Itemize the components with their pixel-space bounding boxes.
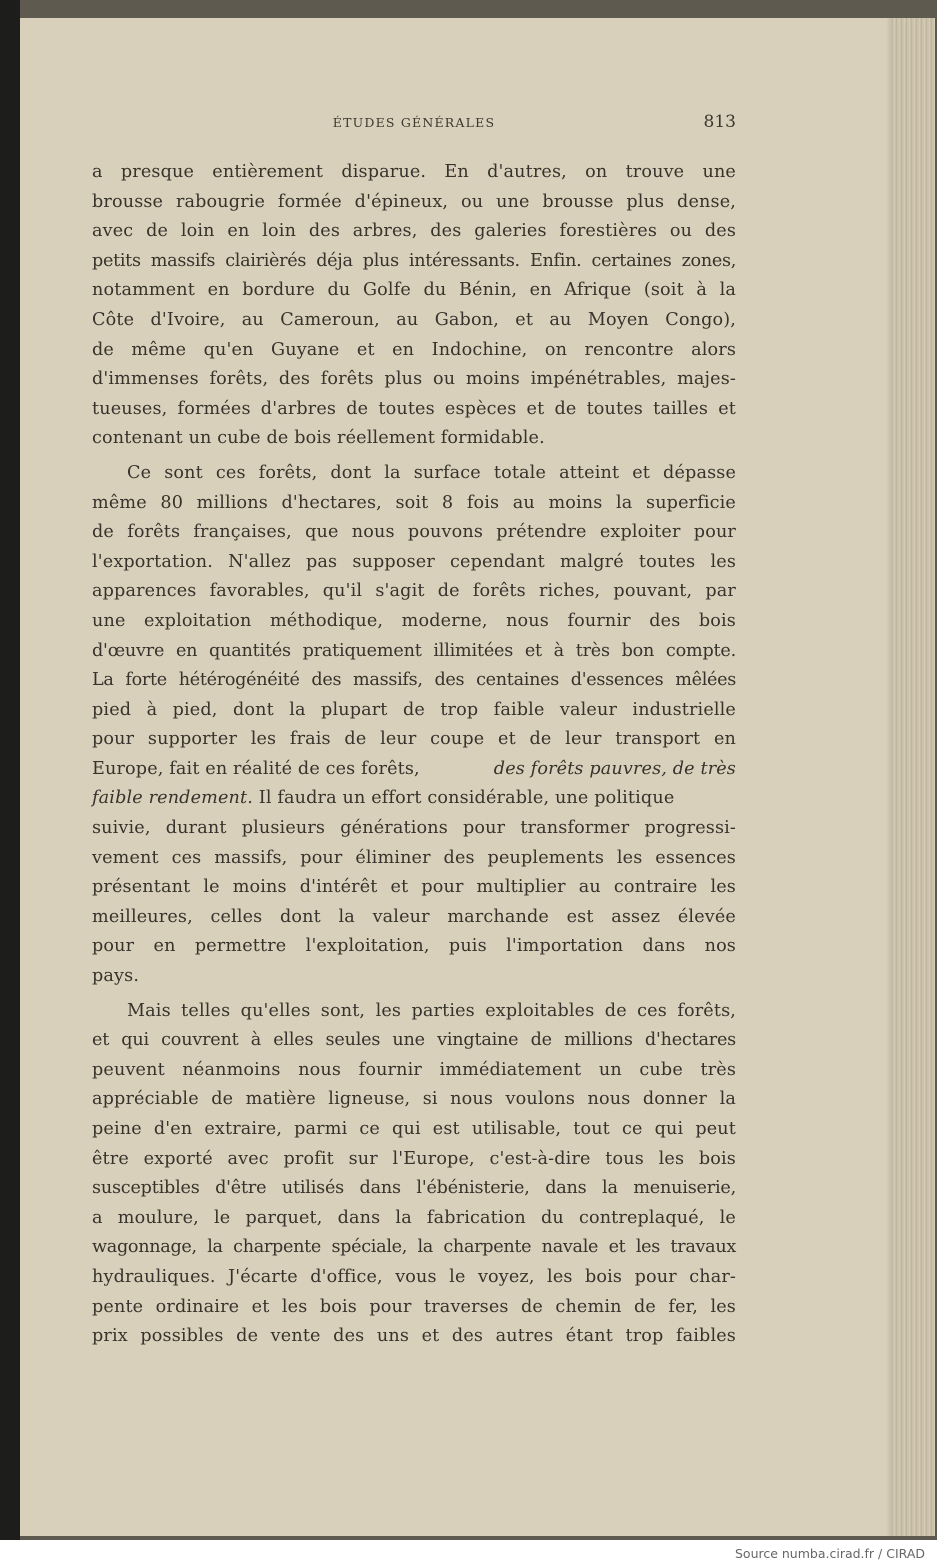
text-line: l'exportation. N'allez pas supposer cependant malgré toutes les — [92, 551, 736, 572]
paragraph-2 — [92, 459, 736, 992]
text-line: présentant le moins d'intérêt et pour multiplier au contraire les — [92, 877, 736, 898]
text-line — [92, 784, 736, 814]
paragraph-3 — [92, 997, 736, 1352]
running-title: ÉTUDES GÉNÉRALES — [332, 115, 496, 130]
text-line: avec de loin en loin des arbres, des galeries forestières ou des — [92, 221, 736, 242]
text-line: hydrauliques. J'écarte d'office, vous le voyez, les bois pour char- — [92, 1266, 736, 1287]
text-line: d'œuvre en quantités pratiquement illimitées et à très bon compte. — [92, 640, 736, 661]
source-credit: Source numba.cirad.fr / CIRAD — [734, 1546, 925, 1561]
text-line: de forêts françaises, que nous pouvons prétendre exploiter pour — [92, 522, 736, 543]
text-line: pied à pied, dont la plupart de trop faible valeur industrielle — [92, 699, 736, 720]
text-line: de même qu'en Guyane et en Indochine, on rencontre alors — [92, 339, 736, 360]
text-line: meilleures, celles dont la valeur marchande est assez élevée — [92, 906, 736, 927]
italic-phrase: des forêts pauvres, de très — [493, 758, 736, 779]
text-segment: Il faudra un effort considérable, une politique — [253, 788, 675, 809]
text-line: une exploitation méthodique, moderne, nous fournir des bois — [92, 610, 736, 631]
text-line: Côte d'Ivoire, au Cameroun, au Gabon, et au Moyen Congo), — [92, 309, 736, 330]
paragraph-1 — [92, 158, 736, 454]
text-line: a presque entièrement disparue. En d'autres, on trouve une — [92, 162, 736, 182]
text-line: Mais telles qu'elles sont, les parties exploitables de ces forêts, — [127, 1000, 736, 1021]
text-line: contenant un cube de bois réellement formidable. — [92, 428, 545, 449]
text-line: peuvent néanmoins nous fournir immédiatement un cube très — [92, 1059, 736, 1080]
text-line: même 80 millions d'hectares, soit 8 fois au moins la superficie — [92, 492, 736, 513]
text-line: suivie, durant plusieurs générations pour transformer progressi- — [92, 818, 736, 839]
text-line — [92, 755, 736, 785]
italic-phrase: faible rendement. — [92, 788, 253, 809]
text-line: wagonnage, la charpente spéciale, la charpente navale et les travaux — [92, 1237, 736, 1258]
text-line: peine d'en extraire, parmi ce qui est utilisable, tout ce qui peut — [92, 1119, 736, 1139]
text-line: être exporté avec profit sur l'Europe, c'est-à-dire tous les bois — [92, 1148, 736, 1169]
page-edges — [893, 18, 935, 1536]
page-header — [92, 112, 736, 136]
text-line: vement ces massifs, pour éliminer des peuplements les essences — [92, 847, 736, 868]
text-line: Ce sont ces forêts, dont la surface totale atteint et dépasse — [127, 462, 736, 483]
text-line: d'immenses forêts, des forêts plus ou moins impénétrables, majes- — [92, 369, 736, 390]
text-line: appréciable de matière ligneuse, si nous voulons nous donner la — [92, 1089, 736, 1110]
text-line: tueuses, formées d'arbres de toutes espèces et de toutes tailles et — [92, 398, 736, 419]
text-line: La forte hétérogénéité des massifs, des centaines d'essences mêlées — [92, 670, 736, 691]
text-line: susceptibles d'être utilisés dans l'ébénisterie, dans la menuiserie, — [92, 1178, 736, 1199]
body-text — [92, 158, 736, 1352]
text-line: pour supporter les frais de leur coupe et de leur transport en — [92, 729, 736, 750]
text-line: apparences favorables, qu'il s'agit de forêts riches, pouvant, par — [92, 581, 736, 602]
text-line: et qui couvrent à elles seules une vingtaine de millions d'hectares — [92, 1030, 736, 1051]
text-line: notamment en bordure du Golfe du Bénin, en Afrique (soit à la — [92, 280, 736, 301]
page-number: 813 — [703, 112, 736, 132]
text-line: a moulure, le parquet, dans la fabrication du contreplaqué, le — [92, 1207, 736, 1228]
book-binding-shadow — [0, 0, 20, 1540]
text-segment: Europe, fait en réalité de ces forêts, — [92, 758, 420, 779]
text-line: pour en permettre l'exploitation, puis l'importation dans nos — [92, 936, 736, 957]
text-line: prix possibles de vente des uns et des autres étant trop faibles — [92, 1326, 736, 1347]
text-line: pente ordinaire et les bois pour traverses de chemin de fer, les — [92, 1296, 736, 1317]
text-line: pays. — [92, 966, 140, 987]
text-line: petits massifs clairièrés déja plus intéressants. Enfin. certaines zones, — [92, 250, 736, 271]
text-line: brousse rabougrie formée d'épineux, ou une brousse plus dense, — [92, 191, 736, 212]
